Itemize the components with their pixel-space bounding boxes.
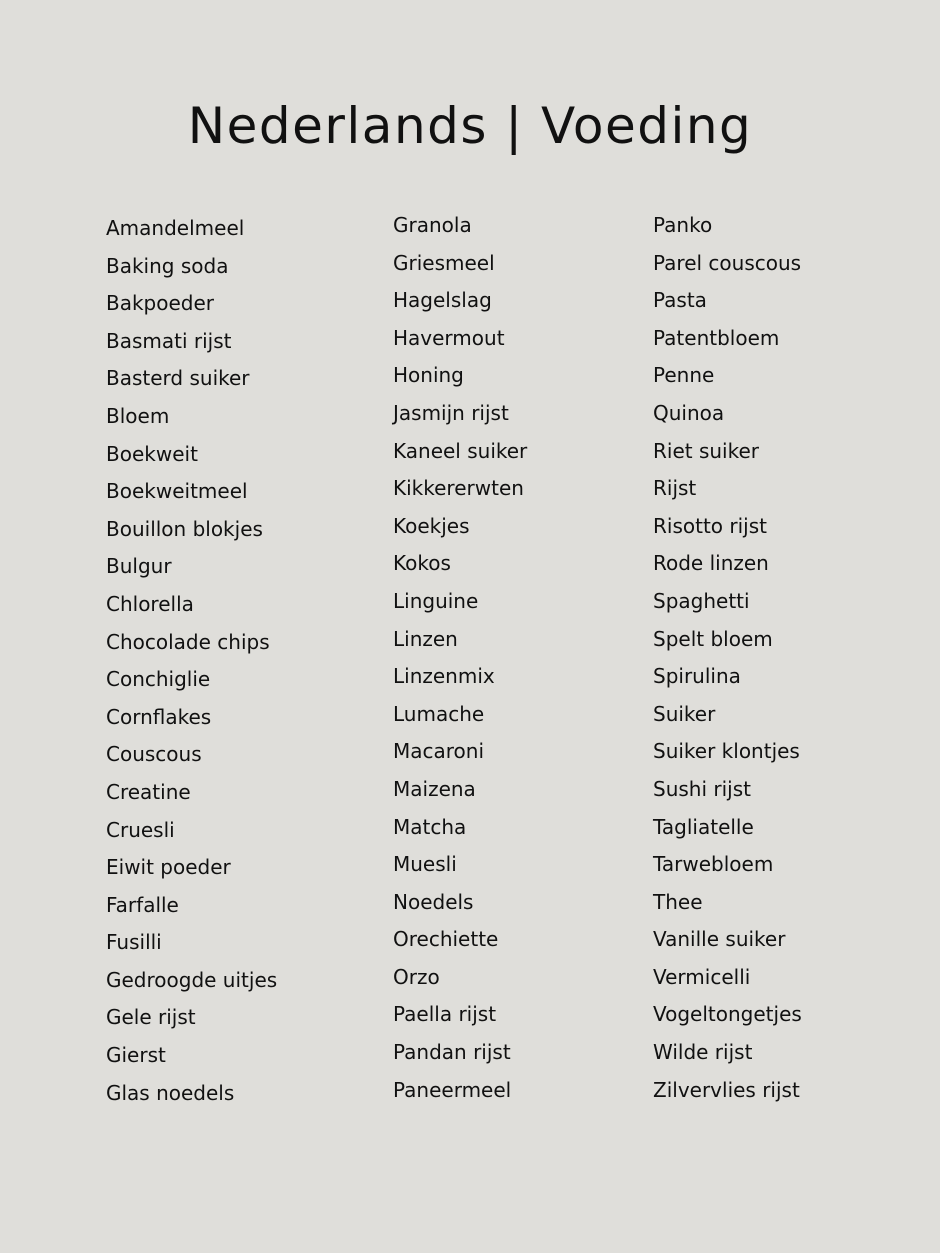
list-item: Kaneel suiker <box>393 438 528 463</box>
list-item: Zilvervlies rijst <box>653 1077 800 1102</box>
list-item: Griesmeel <box>393 250 495 275</box>
list-item: Basterd suiker <box>106 366 250 391</box>
list-item: Linzenmix <box>393 664 495 689</box>
list-item: Linguine <box>393 588 479 613</box>
list-item: Pandan rijst <box>393 1040 511 1065</box>
list-item: Riet suiker <box>653 438 760 463</box>
list-item: Tarwebloem <box>653 852 774 877</box>
food-list-column-2 <box>393 207 527 1109</box>
list-item: Hagelslag <box>393 288 492 313</box>
list-item: Lumache <box>393 701 485 726</box>
list-item: Risotto rijst <box>653 513 767 538</box>
list-item: Bakpoeder <box>106 291 215 316</box>
list-item: Kokos <box>393 551 451 576</box>
list-item: Patentbloem <box>653 325 780 350</box>
list-item: Rode linzen <box>653 551 769 576</box>
list-item: Penne <box>653 363 715 388</box>
list-item: Spelt bloem <box>653 626 773 651</box>
list-item: Vanille suiker <box>653 927 786 952</box>
list-item: Paneermeel <box>393 1077 512 1102</box>
list-item: Boekweitmeel <box>106 479 248 504</box>
page-title: Nederlands | Voeding <box>187 97 753 155</box>
list-item: Farfalle <box>106 892 179 917</box>
list-item: Spaghetti <box>653 588 750 613</box>
list-item: Noedels <box>393 889 474 914</box>
list-item: Jasmijn rijst <box>393 400 509 425</box>
list-item: Couscous <box>106 742 202 767</box>
list-item: Fusilli <box>106 930 162 955</box>
list-item: Gedroogde uitjes <box>106 967 278 992</box>
list-item: Gele rijst <box>106 1005 196 1030</box>
list-item: Koekjes <box>393 513 470 538</box>
list-item: Glas noedels <box>106 1080 235 1105</box>
list-item: Spirulina <box>653 664 741 689</box>
list-item: Vermicelli <box>653 964 751 989</box>
list-item: Kikkererwten <box>393 476 524 501</box>
list-item: Baking soda <box>106 253 229 278</box>
list-item: Orechiette <box>393 927 499 952</box>
list-item: Bloem <box>106 403 170 428</box>
list-item: Bulgur <box>106 554 172 579</box>
list-item: Basmati rijst <box>106 328 232 353</box>
list-item: Pasta <box>653 288 707 313</box>
list-item: Muesli <box>393 852 457 877</box>
list-item: Rijst <box>653 476 697 501</box>
list-item: Gierst <box>106 1043 166 1068</box>
list-item: Thee <box>653 889 703 914</box>
food-list-column-3 <box>653 207 802 1109</box>
list-item: Linzen <box>393 626 458 651</box>
list-item: Matcha <box>393 814 467 839</box>
list-item: Chocolade chips <box>106 629 270 654</box>
list-item: Conchiglie <box>106 667 211 692</box>
list-item: Parel couscous <box>653 250 802 275</box>
list-item: Creatine <box>106 779 191 804</box>
food-list-column-1 <box>106 210 277 1112</box>
list-item: Cornflakes <box>106 704 212 729</box>
list-item: Vogeltongetjes <box>653 1002 802 1027</box>
list-item: Maizena <box>393 776 476 801</box>
list-item: Suiker klontjes <box>653 739 800 764</box>
list-item: Panko <box>653 213 713 237</box>
list-item: Eiwit poeder <box>106 855 231 880</box>
list-item: Chlorella <box>106 591 194 616</box>
list-item: Tagliatelle <box>653 814 754 839</box>
list-item: Sushi rijst <box>653 776 751 801</box>
list-item: Granola <box>393 213 472 237</box>
list-item: Amandelmeel <box>106 216 245 240</box>
list-item: Wilde rijst <box>653 1040 753 1065</box>
list-item: Cruesli <box>106 817 175 842</box>
list-item: Suiker <box>653 701 716 726</box>
list-item: Macaroni <box>393 739 485 764</box>
list-item: Boekweit <box>106 441 198 466</box>
list-item: Havermout <box>393 325 505 350</box>
list-item: Honing <box>393 363 464 388</box>
list-item: Quinoa <box>653 400 725 425</box>
list-item: Bouillon blokjes <box>106 516 263 541</box>
list-item: Orzo <box>393 964 440 989</box>
list-item: Paella rijst <box>393 1002 497 1027</box>
